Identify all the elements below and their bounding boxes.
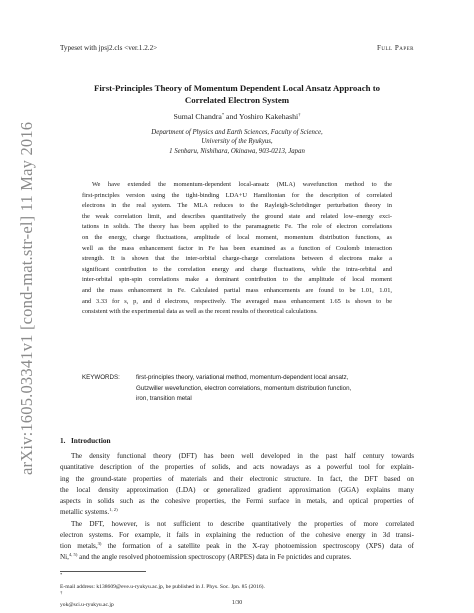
citation-mark[interactable]: 3) xyxy=(97,541,102,546)
citation-mark[interactable]: 1, 2) xyxy=(109,507,118,513)
footnote-text: yok@sci.u-ryukyu.ac.jp xyxy=(60,602,114,608)
body-line: The density functional theory (DFT) has been well developed in the past half century towards xyxy=(71,452,414,460)
footnote-mark: † xyxy=(298,112,301,117)
affiliation-line: 1 Senbaru, Nishihara, Okinawa, 903-0213, Japan xyxy=(169,147,305,155)
abstract-line: strength. It is shown that the inter-orbital charge-charge correlations between d electrons make a xyxy=(82,255,392,263)
title-line: Correlated Electron System xyxy=(184,94,290,105)
keywords-line: first-principles theory, variational method, momentum-dependent local ansatz, xyxy=(136,374,349,381)
body-line xyxy=(60,552,414,563)
abstract-line: inter-orbital spin-spin correlations make a dominant contribution to the amplitude of local moment xyxy=(82,276,392,284)
author-list xyxy=(60,112,414,121)
abstract-line: first-principles version using the tight-binding LDA+U Hamiltonian for the description of correlated xyxy=(82,191,392,199)
page-number: 1/30 xyxy=(231,600,243,606)
abstract xyxy=(82,180,392,318)
keywords-line: iron, transition metal xyxy=(136,395,192,402)
body-line xyxy=(60,541,414,552)
body-line-text: the formation of a satellite peak in the X-ray photoemission spectroscopy (XPS) data of xyxy=(101,542,414,550)
footnote-rule xyxy=(60,571,146,572)
abstract-line: on the energy, charge fluctuations, amplitude of local moment, momentum distribution functions, as xyxy=(82,233,392,241)
footnote-mark: * xyxy=(60,572,63,577)
body-line xyxy=(60,507,414,518)
keywords-label: KEYWORDS: xyxy=(82,374,120,381)
abstract-line: well as the mass enhancement factor in Fe has been examined as a function of Coulomb interaction xyxy=(82,244,392,252)
abstract-line: the weak correlation limit, and describes quantitatively the ground state and related low–energy exci- xyxy=(82,212,392,220)
footnote xyxy=(60,574,265,592)
body-line-text: tion metals, xyxy=(60,542,98,550)
running-header-right: Full Paper xyxy=(376,44,414,52)
keywords-list xyxy=(136,373,392,405)
paper-title xyxy=(60,83,414,106)
footnote-text: E-mail address: k138609@eve.u-ryukyu.ac.jp, be published in J. Phys. Soc. Jpn. 85 (2016). xyxy=(60,584,265,590)
body-line-text: and the angle resolved photoemission spectroscopy (ARPES) data in Fe pnictides and cuprates. xyxy=(77,553,352,562)
author-name: and Yoshiro Kakehashi xyxy=(224,112,299,121)
author-name: Sumal Chandra xyxy=(173,112,222,121)
abstract-line: and the mass enhancement in Fe. Calculated partial mass enhancements are found to be 1.01, 1.01, xyxy=(82,286,392,294)
body-line: quantitative description of the properties of solids, and acts nowadays as a powerful tool for explain- xyxy=(60,463,414,472)
abstract-line: and 3.33 for s, p, and d electrons, respectively. The averaged mass enhancement 1.65 is shown to be xyxy=(82,297,392,305)
citation-mark[interactable]: 4, 5) xyxy=(68,552,78,558)
abstract-line: significant contribution to the correlation energy and charge fluctuations, while the intra-orbital and xyxy=(82,265,392,273)
body-line: aspects in solids such as the cohesive properties, the Fermi surface in metals, and optical properties of xyxy=(60,497,414,505)
affiliation xyxy=(60,128,414,156)
footnote-mark: * xyxy=(221,112,225,117)
section-number: 1. xyxy=(60,436,66,445)
body-line: ing the ground-state properties of materials and their electronic structure. In fact, the DFT based on xyxy=(60,474,414,483)
abstract-line: We have extended the momentum-dependent local-ansatz (MLA) wavefunction method to the xyxy=(92,181,392,188)
body-line: electron systems. For example, it fails in explaining the reduction of the cohesive energy in 3d transi- xyxy=(60,530,414,539)
title-line: First-Principles Theory of Momentum Dependent Local Ansatz Approach to xyxy=(93,83,381,93)
abstract-line: tations in solids. The theory has been applied to the paramagnetic Fe. The role of electron correlations xyxy=(82,223,392,231)
keywords-line: Gutzwiller wevefunction, electron correlations, momentum distribution function, xyxy=(136,384,352,392)
section-heading xyxy=(60,436,111,445)
running-header-left: Typeset with jpsj2.cls <ver.1.2.2> xyxy=(60,44,158,52)
footnote-mark: † xyxy=(60,590,63,595)
body-line: the local density approximation (LDA) or generalized gradient approximation (GGA) explains many xyxy=(60,485,414,494)
arxiv-identifier-stamp[interactable]: arXiv:1605.03341v1 [cond-mat.str-el] 11 May 2016 xyxy=(17,121,36,475)
body-line: The DFT, however, is not sufficient to describe quantitatively the properties of more correlated xyxy=(71,519,414,528)
section-title: Introduction xyxy=(70,436,111,445)
body-line-text: Ni, xyxy=(60,553,69,562)
affiliation-line: University of the Ryukyus, xyxy=(201,138,273,146)
abstract-line: electrons in the real system. The MLA reduces to the Rayleigh-Schrödinger perturbation theory in xyxy=(82,202,392,210)
body-text xyxy=(60,451,414,564)
body-line-text: metallic systems. xyxy=(60,508,110,517)
affiliation-line: Department of Physics and Earth Sciences, Faculty of Science, xyxy=(151,129,323,136)
abstract-line: consistent with the experimental data as well as the recent results of theoretical calculations. xyxy=(82,308,318,316)
